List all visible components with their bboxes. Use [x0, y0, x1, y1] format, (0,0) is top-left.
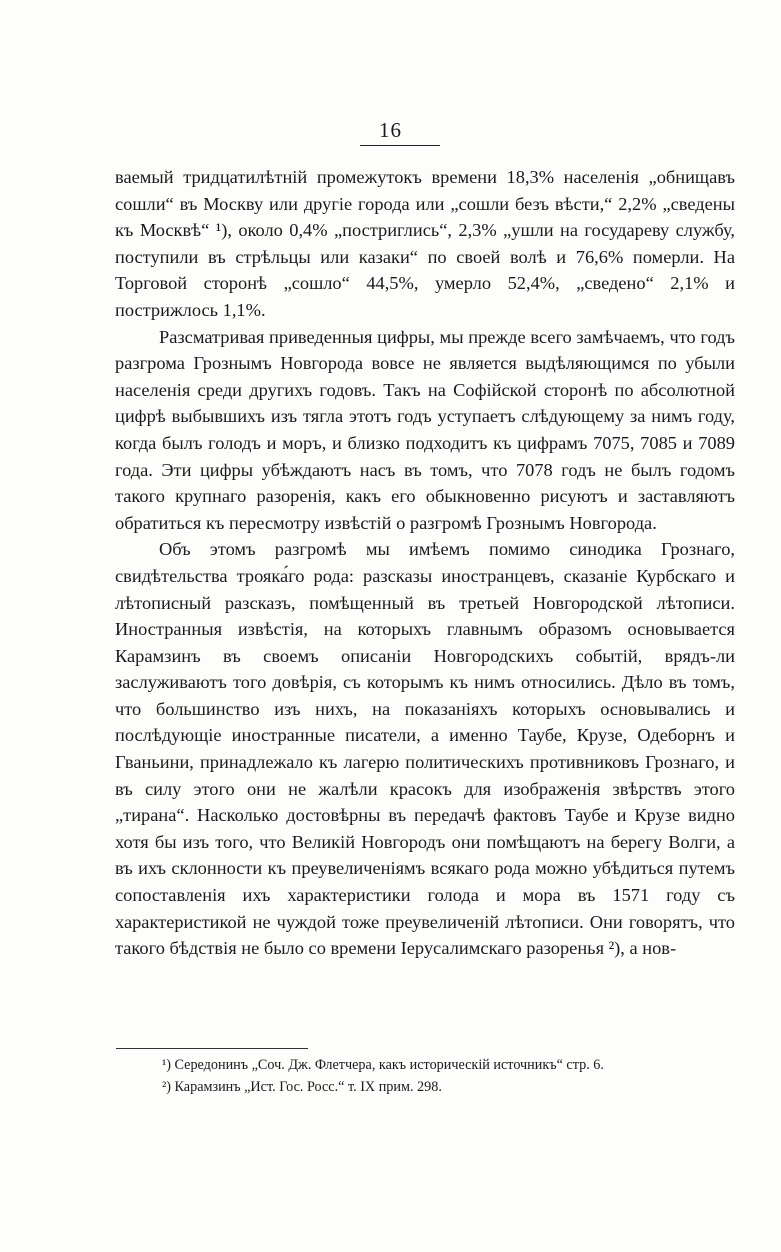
- footnote: ¹) Середонинъ „Соч. Дж. Флетчера, какъ историческій источникъ“ стр. 6.: [162, 1057, 604, 1073]
- page-number: 16: [379, 118, 402, 142]
- body-text: [115, 164, 735, 962]
- footnote-rule: [116, 1048, 308, 1049]
- paragraph: Объ этомъ разгромѣ мы имѣемъ помимо синодика Грознаго, свидѣтельства трояка́го рода: разсказы иностранцевъ, сказаніе Курбскаго и лѣтописный разсказъ, помѣщенный въ третьей Новгородской лѣтописи. Иностранныя извѣстія, на которыхъ главнымъ образомъ основывается Карамзинъ въ своемъ описаніи Новгородскихъ событій, врядъ-ли заслуживаютъ того довѣрія, съ которымъ къ нимъ относились. Дѣло въ томъ, что большинство изъ нихъ, на показаніяхъ которыхъ основывались и послѣдующіе иностранные писатели, а именно Таубе, Крузе, Одеборнъ и Гваньини, принадлежало къ лагерю политическихъ противниковъ Грознаго, и въ силу этого они не жалѣли красокъ для изображенія звѣрствъ этого „тирана“. Насколько достовѣрны въ передачѣ фактовъ Таубе и Крузе видно хотя бы изъ того, что Великій Новгородъ они помѣщаютъ на берегу Волги, а въ ихъ склонности къ преувеличеніямъ всякаго рода можно убѣдиться путемъ сопоставленія ихъ характеристики голода и мора въ 1571 году съ характеристикой не чуждой тоже преувеличеній лѣтописи. Они говорятъ, что такого бѣдствія не было со времени Іерусалимскаго разоренья ²), а нов-: [115, 539, 735, 959]
- page-number-rule: [360, 145, 440, 146]
- footnote: ²) Карамзинъ „Ист. Гос. Росс.“ т. IX прим. 298.: [162, 1079, 442, 1095]
- footnotes: [162, 1054, 722, 1098]
- paragraph: Разсматривая приведенныя цифры, мы прежде всего замѣчаемъ, что годъ разгрома Грознымъ Новгорода вовсе не является выдѣляющимся по убыли населенія среди другихъ годовъ. Такъ на Софійской сторонѣ по абсолютной цифрѣ выбывшихъ изъ тягла этотъ годъ уступаетъ слѣдующему за нимъ году, когда былъ голодъ и моръ, и близко подходитъ къ цифрамъ 7075, 7085 и 7089 года. Эти цифры убѣждаютъ насъ въ томъ, что 7078 годъ не былъ годомъ такого крупнаго разоренія, какъ его обыкновенно рисуютъ и заставляютъ обратиться къ пересмотру извѣстій о разгромѣ Грознымъ Новгорода.: [115, 326, 735, 533]
- paragraph-continued: ваемый тридцатилѣтній промежутокъ времени 18,3% населенія „обнищавъ сошли“ въ Москву или другіе города или „сошли безъ вѣсти,“ 2,2% „сведены къ Москвѣ“ ¹), около 0,4% „постриглись“, 2,3% „ушли на государеву службу, поступили въ стрѣльцы или казаки“ по своей волѣ и 76,6% померли. На Торговой сторонѣ „сошло“ 44,5%, умерло 52,4%, „сведено“ 2,1% и пострижлось 1,1%.: [115, 167, 735, 320]
